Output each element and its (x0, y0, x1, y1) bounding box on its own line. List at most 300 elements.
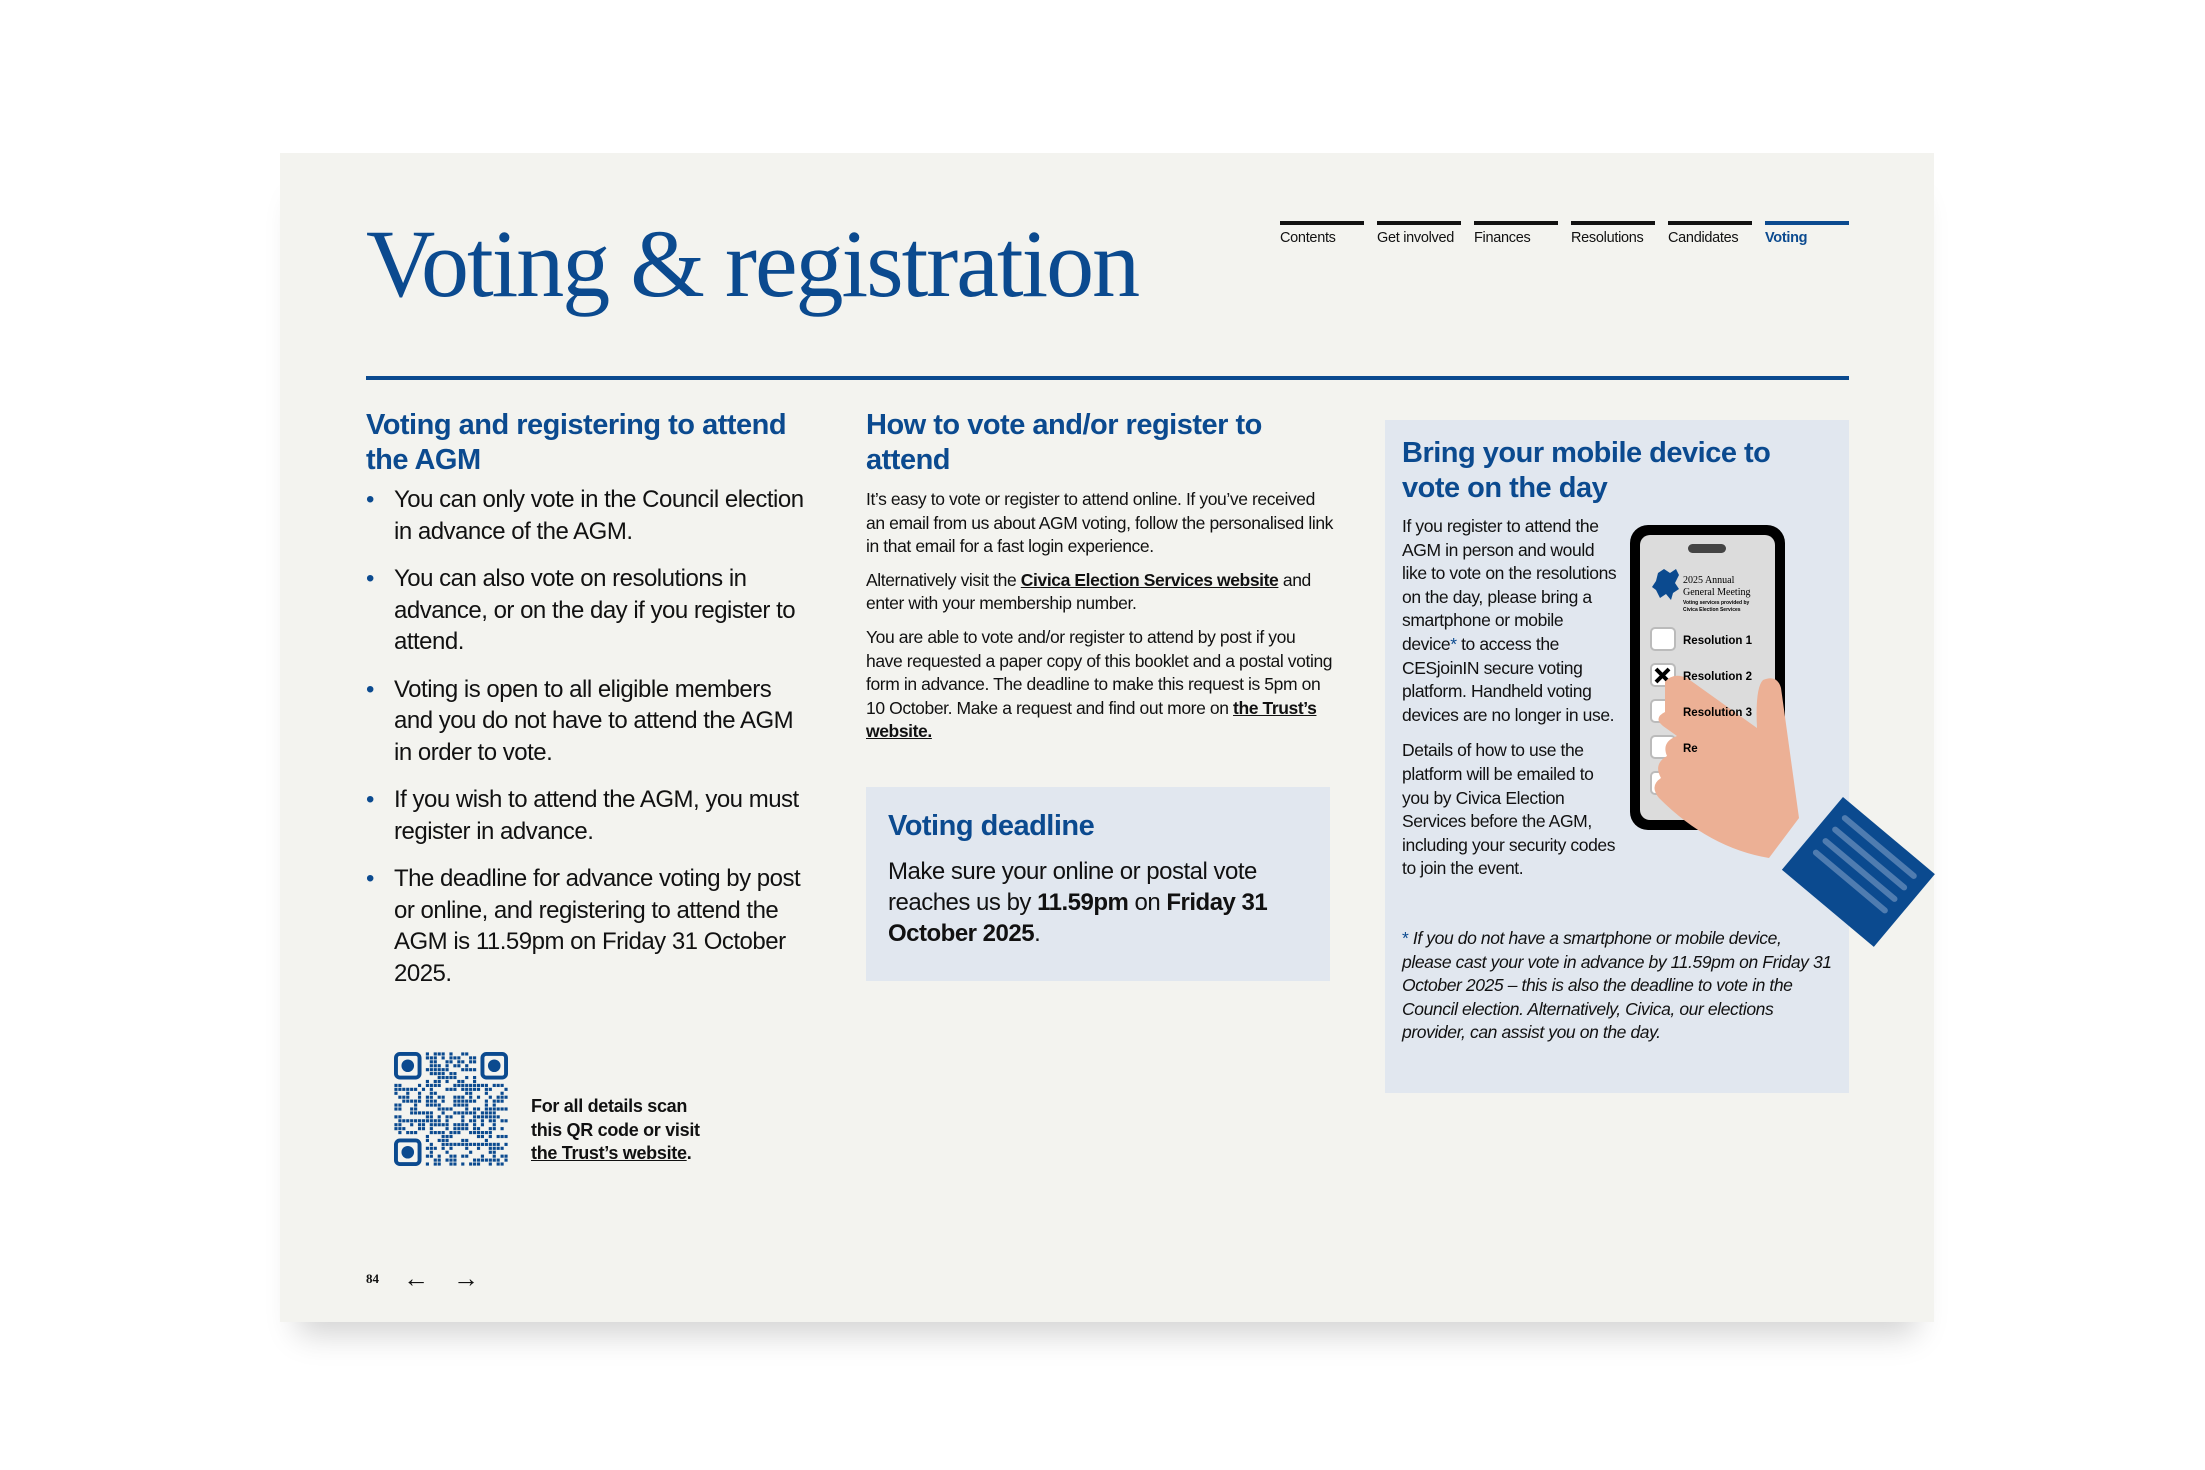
deadline-heading: Voting deadline (888, 810, 1095, 842)
qr-module (426, 1115, 429, 1118)
text: . (1034, 920, 1041, 947)
qr-finder-dot (401, 1059, 414, 1072)
qr-module (438, 1052, 441, 1055)
qr-module (438, 1064, 441, 1067)
qr-module (402, 1100, 405, 1103)
qr-module (430, 1131, 433, 1134)
trust-website-link[interactable]: the Trust’s website (531, 1143, 687, 1164)
qr-module (438, 1123, 441, 1126)
qr-module (394, 1107, 397, 1110)
qr-module (438, 1115, 441, 1118)
qr-module (402, 1088, 405, 1091)
qr-module (465, 1092, 468, 1095)
qr-module (461, 1143, 464, 1146)
qr-module (457, 1080, 460, 1083)
qr-module (457, 1096, 460, 1099)
qr-module (485, 1139, 488, 1142)
qr-module (473, 1115, 476, 1118)
qr-module (477, 1115, 480, 1118)
qr-module (426, 1162, 429, 1165)
voting-registering-section (366, 408, 806, 1005)
qr-module (445, 1135, 448, 1138)
qr-module (473, 1159, 476, 1162)
qr-module (469, 1143, 472, 1146)
qr-module (418, 1084, 421, 1087)
qr-module (473, 1076, 476, 1079)
qr-module (426, 1155, 429, 1158)
qr-module (497, 1084, 500, 1087)
qr-module (430, 1088, 433, 1091)
asterisk: * (1450, 633, 1457, 654)
paragraph (866, 569, 1336, 616)
deadline-text (888, 856, 1308, 949)
qr-module (442, 1139, 445, 1142)
qr-module (489, 1147, 492, 1150)
qr-module (457, 1131, 460, 1134)
qr-module (434, 1052, 437, 1055)
qr-module (422, 1088, 425, 1091)
qr-finder-dot (401, 1146, 414, 1159)
qr-module (457, 1064, 460, 1067)
qr-module (504, 1107, 507, 1110)
qr-module (398, 1107, 401, 1110)
phone-hand-illustration (1625, 520, 1945, 940)
qr-module (501, 1100, 504, 1103)
qr-module (501, 1162, 504, 1165)
qr-module (418, 1096, 421, 1099)
nav-candidates[interactable]: Candidates (1668, 221, 1752, 246)
qr-module (438, 1080, 441, 1083)
qr-module (394, 1084, 397, 1087)
qr-module (442, 1096, 445, 1099)
qr-module (430, 1127, 433, 1130)
qr-module (410, 1100, 413, 1103)
qr-module (461, 1068, 464, 1071)
qr-module (442, 1107, 445, 1110)
qr-module (497, 1162, 500, 1165)
qr-module (434, 1119, 437, 1122)
qr-module (418, 1111, 421, 1114)
deadline-time: 11.59pm (1037, 889, 1129, 916)
qr-module (453, 1072, 456, 1075)
qr-module (485, 1131, 488, 1134)
qr-module (469, 1111, 472, 1114)
qr-module (477, 1084, 480, 1087)
nav-finances[interactable]: Finances (1474, 221, 1558, 246)
qr-module (469, 1151, 472, 1154)
qr-module (465, 1052, 468, 1055)
qr-module (445, 1107, 448, 1110)
qr-module (504, 1096, 507, 1099)
qr-module (438, 1131, 441, 1134)
qr-module (406, 1100, 409, 1103)
qr-module (465, 1068, 468, 1071)
qr-module (434, 1131, 437, 1134)
page-footer (366, 1263, 479, 1294)
qr-module (434, 1080, 437, 1083)
qr-code[interactable] (394, 1052, 508, 1166)
qr-module (469, 1100, 472, 1103)
qr-module (473, 1127, 476, 1130)
qr-module (426, 1100, 429, 1103)
qr-module (477, 1088, 480, 1091)
qr-module (434, 1100, 437, 1103)
qr-module (442, 1123, 445, 1126)
qr-module (402, 1127, 405, 1130)
qr-module (497, 1100, 500, 1103)
qr-module (410, 1123, 413, 1126)
qr-module (449, 1107, 452, 1110)
qr-module (418, 1119, 421, 1122)
text: . (686, 1143, 692, 1164)
qr-module (442, 1131, 445, 1134)
deadline-date: Friday 31 October 2025 (888, 889, 1268, 947)
qr-module (461, 1084, 464, 1087)
qr-module (414, 1119, 417, 1122)
qr-module (481, 1143, 484, 1146)
qr-module (501, 1107, 504, 1110)
qr-module (426, 1119, 429, 1122)
qr-module (493, 1123, 496, 1126)
resolution-label: Resolution 2 (1683, 671, 1753, 683)
qr-module (489, 1111, 492, 1114)
next-page-arrow-icon[interactable]: → (453, 1263, 479, 1293)
qr-module (406, 1092, 409, 1095)
phone-title: General Meeting (1683, 587, 1751, 598)
qr-module (465, 1143, 468, 1146)
qr-module (449, 1155, 452, 1158)
qr-module (493, 1119, 496, 1122)
qr-module (501, 1119, 504, 1122)
qr-module (473, 1100, 476, 1103)
qr-module (445, 1151, 448, 1154)
qr-module (418, 1123, 421, 1126)
footnote (1402, 927, 1832, 1045)
qr-module (489, 1162, 492, 1165)
previous-page-arrow-icon[interactable]: ← (403, 1263, 429, 1293)
qr-module (453, 1096, 456, 1099)
qr-module (489, 1151, 492, 1154)
qr-module (465, 1088, 468, 1091)
qr-module (442, 1056, 445, 1059)
qr-module (481, 1119, 484, 1122)
qr-module (449, 1060, 452, 1063)
qr-module (434, 1056, 437, 1059)
qr-module (449, 1135, 452, 1138)
qr-module (430, 1103, 433, 1106)
qr-module (434, 1103, 437, 1106)
paragraph: It’s easy to vote or register to attend online. If you’ve received an email from us about AGM voting, follow the personalised link in that email for a fast login experience. (866, 489, 1333, 557)
qr-module (493, 1143, 496, 1146)
qr-module (485, 1111, 488, 1114)
qr-module (461, 1127, 464, 1130)
qr-finder-dot (488, 1059, 501, 1072)
qr-module (445, 1076, 448, 1079)
qr-module (398, 1103, 401, 1106)
qr-module (418, 1092, 421, 1095)
qr-module (453, 1131, 456, 1134)
qr-module (449, 1143, 452, 1146)
qr-module (497, 1143, 500, 1146)
resolution-label: Re (1683, 743, 1698, 755)
qr-module (497, 1147, 500, 1150)
qr-module (469, 1084, 472, 1087)
qr-module (434, 1060, 437, 1063)
qr-module (477, 1127, 480, 1130)
nav-resolutions[interactable]: Resolutions (1571, 221, 1655, 246)
qr-module (442, 1068, 445, 1071)
resolution-label: Resolution 3 (1683, 707, 1753, 719)
qr-module (453, 1084, 456, 1087)
qr-module (489, 1088, 492, 1091)
qr-module (477, 1096, 480, 1099)
qr-module (457, 1127, 460, 1130)
qr-module (485, 1107, 488, 1110)
qr-module (469, 1096, 472, 1099)
qr-module (445, 1115, 448, 1118)
qr-module (394, 1088, 397, 1091)
qr-module (394, 1103, 397, 1106)
qr-module (493, 1084, 496, 1087)
qr-module (465, 1123, 468, 1126)
qr-module (457, 1111, 460, 1114)
qr-module (398, 1119, 401, 1122)
qr-module (434, 1072, 437, 1075)
qr-module (485, 1088, 488, 1091)
qr-module (453, 1159, 456, 1162)
qr-module (493, 1103, 496, 1106)
qr-module (438, 1162, 441, 1165)
qr-module (438, 1103, 441, 1106)
qr-module (501, 1135, 504, 1138)
civica-website-link[interactable]: Civica Election Services website (1020, 569, 1279, 590)
qr-module (449, 1115, 452, 1118)
qr-module (504, 1119, 507, 1122)
qr-module (504, 1135, 507, 1138)
qr-module (473, 1056, 476, 1059)
qr-module (461, 1088, 464, 1091)
qr-module (445, 1123, 448, 1126)
qr-module (453, 1111, 456, 1114)
qr-module (473, 1162, 476, 1165)
qr-module (493, 1155, 496, 1158)
qr-module (481, 1159, 484, 1162)
qr-module (426, 1135, 429, 1138)
qr-module (414, 1131, 417, 1134)
qr-module (414, 1111, 417, 1114)
sleeve-icon (1782, 797, 1935, 947)
phone-title: 2025 Annual (1683, 575, 1735, 586)
qr-module (481, 1123, 484, 1126)
qr-module (457, 1060, 460, 1063)
qr-module (485, 1159, 488, 1162)
bullet-item: • You can also vote on resolutions in advance, or on the day if you register to attend. (366, 563, 806, 658)
qr-module (493, 1127, 496, 1130)
qr-module (438, 1119, 441, 1122)
voting-deadline-box (866, 787, 1330, 981)
qr-module (434, 1147, 437, 1150)
booklet-page (280, 153, 1934, 1322)
qr-module (473, 1123, 476, 1126)
qr-module (473, 1119, 476, 1122)
qr-module (394, 1115, 397, 1118)
qr-module (485, 1115, 488, 1118)
qr-module (461, 1052, 464, 1055)
qr-module (449, 1088, 452, 1091)
qr-module (465, 1155, 468, 1158)
qr-module (453, 1103, 456, 1106)
qr-module (457, 1084, 460, 1087)
qr-module (473, 1131, 476, 1134)
qr-module (445, 1080, 448, 1083)
qr-module (453, 1100, 456, 1103)
qr-module (438, 1155, 441, 1158)
qr-module (422, 1111, 425, 1114)
qr-module (434, 1068, 437, 1071)
qr-module (501, 1092, 504, 1095)
qr-module (445, 1127, 448, 1130)
qr-module (438, 1068, 441, 1071)
nav-get-involved[interactable]: Get involved (1377, 221, 1461, 246)
qr-module (449, 1131, 452, 1134)
qr-module (442, 1135, 445, 1138)
qr-module (410, 1119, 413, 1122)
text: If you register to attend the AGM in person and would like to vote on the resolutions on the day, please bring a smartphone or mobile device (1402, 516, 1617, 654)
text: and enter with your membership number. (866, 569, 1311, 614)
qr-module (453, 1123, 456, 1126)
qr-module (469, 1060, 472, 1063)
qr-module (477, 1159, 480, 1162)
paragraph (1402, 515, 1617, 727)
qr-module (489, 1115, 492, 1118)
qr-module (422, 1123, 425, 1126)
qr-module (477, 1131, 480, 1134)
qr-module (438, 1096, 441, 1099)
page-title: Voting & registration (366, 210, 1139, 317)
qr-module (497, 1159, 500, 1162)
bullet-item: • You can only vote in the Council election in advance of the AGM. (366, 484, 806, 547)
qr-module (449, 1076, 452, 1079)
qr-module (461, 1115, 464, 1118)
qr-module (461, 1111, 464, 1114)
qr-module (489, 1159, 492, 1162)
qr-module (414, 1088, 417, 1091)
qr-module (461, 1100, 464, 1103)
qr-module (493, 1107, 496, 1110)
qr-module (453, 1162, 456, 1165)
qr-module (473, 1084, 476, 1087)
qr-module (497, 1115, 500, 1118)
qr-module (489, 1135, 492, 1138)
qr-module (465, 1127, 468, 1130)
qr-module (485, 1103, 488, 1106)
bullet-item: • If you wish to attend the AGM, you must register in advance. (366, 784, 806, 847)
qr-module (453, 1143, 456, 1146)
qr-module (438, 1084, 441, 1087)
title-divider (366, 376, 1849, 380)
qr-module (453, 1064, 456, 1067)
qr-module (481, 1111, 484, 1114)
qr-module (449, 1056, 452, 1059)
qr-module (449, 1162, 452, 1165)
qr-module (430, 1147, 433, 1150)
section-nav (1280, 221, 1849, 246)
qr-module (461, 1139, 464, 1142)
qr-module (402, 1096, 405, 1099)
page-number: 84 (366, 1270, 379, 1286)
text: For all details scan (531, 1096, 688, 1116)
qr-module (422, 1127, 425, 1130)
qr-module (398, 1123, 401, 1126)
qr-module (430, 1123, 433, 1126)
qr-module (426, 1080, 429, 1083)
qr-module (445, 1088, 448, 1091)
qr-module (457, 1103, 460, 1106)
qr-module (469, 1162, 472, 1165)
qr-module (497, 1096, 500, 1099)
section-heading: Bring your mobile device to vote on the day (1402, 437, 1771, 504)
qr-module (410, 1111, 413, 1114)
qr-module (493, 1115, 496, 1118)
qr-module (442, 1111, 445, 1114)
qr-module (493, 1111, 496, 1114)
qr-module (430, 1072, 433, 1075)
text: Make sure your online or postal vote reaches us by (888, 858, 1257, 916)
qr-module (489, 1143, 492, 1146)
qr-module (430, 1096, 433, 1099)
qr-module (473, 1107, 476, 1110)
section-heading: Voting and registering to attend the AGM (366, 409, 787, 476)
qr-module (465, 1064, 468, 1067)
trust-website-link[interactable]: the Trust’s website. (866, 697, 1317, 742)
qr-module (473, 1068, 476, 1071)
qr-module (430, 1100, 433, 1103)
qr-module (438, 1159, 441, 1162)
qr-module (461, 1162, 464, 1165)
qr-module (394, 1092, 397, 1095)
how-to-vote-section (866, 408, 1336, 744)
resolution-label: Resolution 1 (1683, 635, 1753, 647)
nav-voting[interactable]: Voting (1765, 221, 1849, 246)
qr-module (469, 1088, 472, 1091)
qr-module (481, 1115, 484, 1118)
qr-module (430, 1143, 433, 1146)
qr-module (461, 1080, 464, 1083)
text: to access the CESjoinIN secure voting platform. Handheld voting devices are no longer in use. (1402, 633, 1615, 725)
qr-module (465, 1100, 468, 1103)
qr-caption (531, 1095, 700, 1166)
qr-module (426, 1139, 429, 1142)
qr-module (489, 1131, 492, 1134)
qr-module (473, 1143, 476, 1146)
qr-module (497, 1135, 500, 1138)
qr-module (461, 1123, 464, 1126)
mobile-device-box (1385, 420, 1849, 1093)
nav-contents[interactable]: Contents (1280, 221, 1364, 246)
qr-module (398, 1088, 401, 1091)
text: If you do not have a smartphone or mobile device, please cast your vote in advance by 11.59pm on Friday 31 October 2025 – this is also the deadline to vote in the Council election. Alternatively, Civica, our elections provider, can assist you on the day. (1402, 928, 1832, 1043)
qr-module (504, 1143, 507, 1146)
qr-module (453, 1076, 456, 1079)
qr-module (489, 1096, 492, 1099)
qr-module (481, 1155, 484, 1158)
qr-module (434, 1159, 437, 1162)
qr-module (442, 1143, 445, 1146)
qr-module (406, 1088, 409, 1091)
qr-module (445, 1159, 448, 1162)
text: You are able to vote and/or register to attend by post if you have requested a paper copy of this booklet and a postal voting form in advance. The deadline to make this request is 5pm on 10 October. Make a request and find out more on (866, 626, 1333, 718)
qr-module (445, 1060, 448, 1063)
